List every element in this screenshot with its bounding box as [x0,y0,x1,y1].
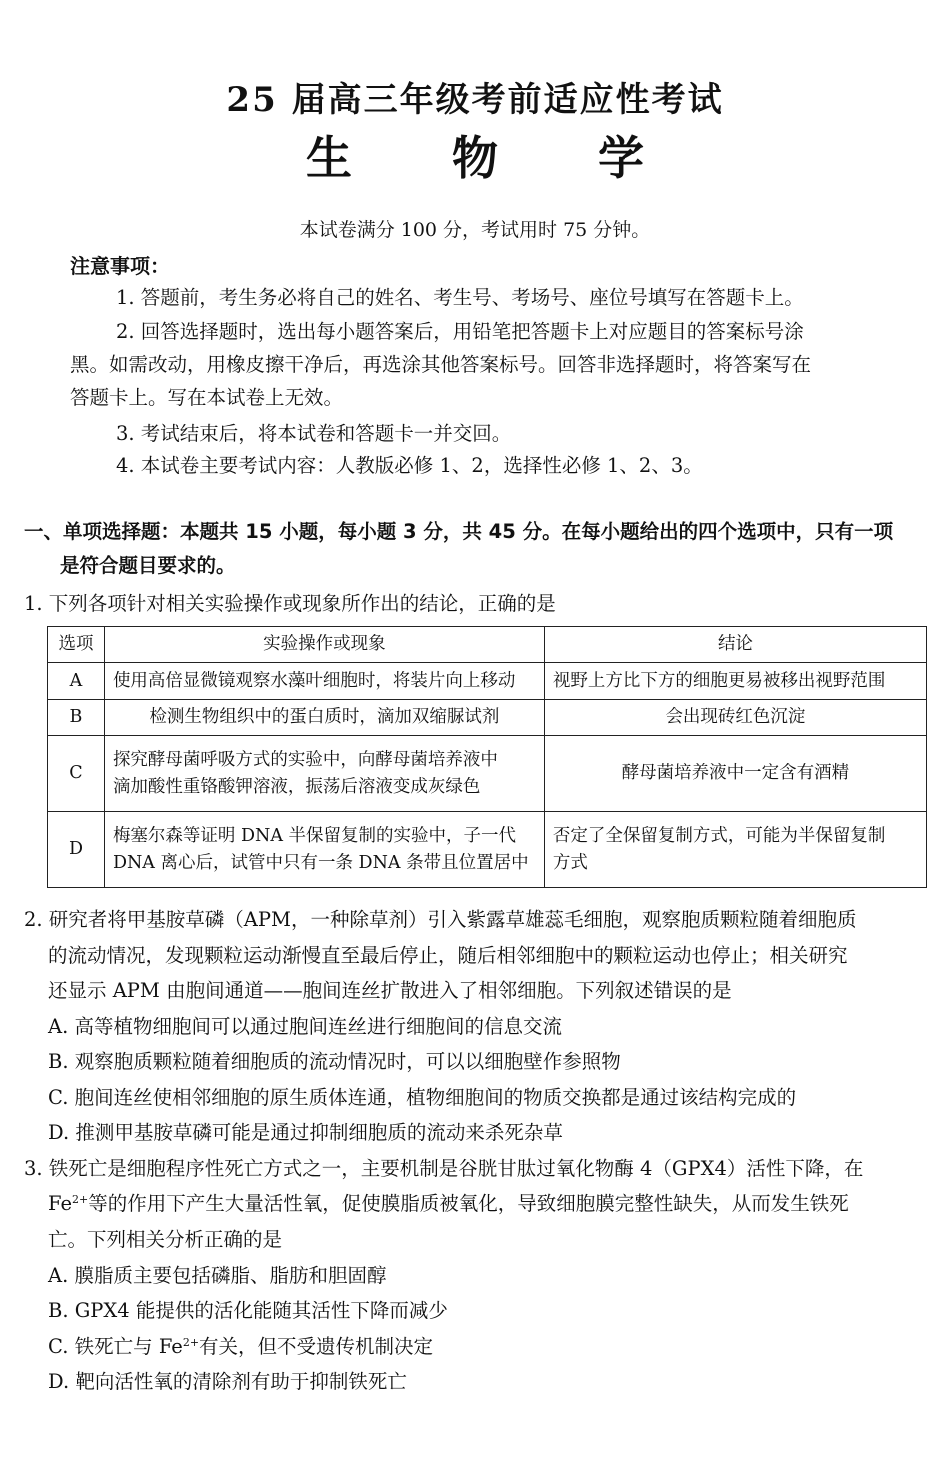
q3-option-c-text: 有关，但不受遗传机制决定 [199,1335,434,1358]
exam-title: 25 届高三年级考前适应性考试 [226,80,724,120]
q3-stem-text: 等的作用下产生大量活性氧，促使膜脂质被氧化，导致细胞膜完整性缺失，从而发生铁死 [88,1192,849,1215]
q2-stem-line: 还显示 APM 由胞间通道——胞间连丝扩散进入了相邻细胞。下列叙述错误的是 [48,979,732,1002]
q3-option-c-text: C. 铁死亡与 Fe [48,1335,183,1358]
q1-table [47,626,927,888]
q3-option-c [48,1333,433,1361]
row-conclusion-line: 方式 [552,852,588,873]
q3-option-d: D. 靶向活性氧的清除剂有助于抑制铁死亡 [48,1370,407,1393]
table-row [48,812,927,888]
notice-item-2-end: 答题卡上。写在本试卷上无效。 [70,386,344,409]
row-conclusion: 视野上方比下方的细胞更易被移出视野范围 [544,663,926,700]
row-option: A [48,663,105,700]
q3-stem-line: 亡。下列相关分析正确的是 [48,1228,283,1251]
q3-ion-charge: 2+ [72,1193,89,1206]
row-operation: 使用高倍显微镜观察水藻叶细胞时，将装片向上移动 [104,663,544,700]
notice-item-4: 4. 本试卷主要考试内容：人教版必修 1、2，选择性必修 1、2、3。 [116,454,703,477]
table-row [48,736,927,812]
table-header-row [48,627,927,663]
row-conclusion: 酵母菌培养液中一定含有酒精 [544,736,926,812]
row-operation-line: DNA 离心后，试管中只有一条 DNA 条带且位置居中 [112,852,529,873]
row-operation: 检测生物组织中的蛋白质时，滴加双缩脲试剂 [104,700,544,736]
row-option: D [48,812,105,888]
table-row [48,700,927,736]
row-operation-line: 滴加酸性重铬酸钾溶液，振荡后溶液变成灰绿色 [112,776,481,797]
header-operation: 实验操作或现象 [104,627,544,663]
notice-item-3: 3. 考试结束后，将本试卷和答题卡一并交回。 [116,422,512,445]
section-heading-cont: 是符合题目要求的。 [60,554,236,577]
q2-stem-line: 的流动情况，发现颗粒运动渐慢直至最后停止，随后相邻细胞中的颗粒运动也停止；相关研究 [48,944,848,967]
row-option: B [48,700,105,736]
exam-info: 本试卷满分 100 分，考试用时 75 分钟。 [299,219,651,241]
notice-item-2-cont: 黑。如需改动，用橡皮擦干净后，再选涂其他答案标号。回答非选择题时，将答案写在 [70,353,812,376]
row-operation-line: 梅塞尔森等证明 DNA 半保留复制的实验中，子一代 [112,825,517,846]
row-operation-line: 探究酵母菌呼吸方式的实验中，向酵母菌培养液中 [112,749,498,770]
q2-option-a: A. 高等植物细胞间可以通过胞间连丝进行细胞间的信息交流 [48,1015,562,1038]
header-conclusion: 结论 [544,627,926,663]
q3-ion-symbol: Fe [48,1192,73,1215]
row-option: C [48,736,105,812]
row-operation [104,812,544,888]
q3-stem-line: 3. 铁死亡是细胞程序性死亡方式之一，主要机制是谷胱甘肽过氧化物酶 4（GPX4）活性下降，在 [24,1157,864,1180]
row-operation [104,736,544,812]
notice-item-2: 2. 回答选择题时，选出每小题答案后，用铅笔把答题卡上对应题目的答案标号涂 [116,320,804,343]
q2-stem-line: 2. 研究者将甲基胺草磷（APM，一种除草剂）引入紫露草雄蕊毛细胞，观察胞质颗粒随着细胞质 [24,908,857,931]
q2-option-d: D. 推测甲基胺草磷可能是通过抑制细胞质的流动来杀死杂草 [48,1121,563,1144]
q3-option-b: B. GPX4 能提供的活化能随其活性下降而减少 [48,1299,448,1322]
q2-option-c: C. 胞间连丝使相邻细胞的原生质体连通，植物细胞间的物质交换都是通过该结构完成的 [48,1086,797,1109]
section-heading: 一、单项选择题：本题共 15 小题，每小题 3 分，共 45 分。在每小题给出的四个选项中，只有一项 [24,520,894,543]
table-row [48,663,927,700]
header-option: 选项 [48,627,105,663]
notice-item-1: 1. 答题前，考生务必将自己的姓名、考生号、考场号、座位号填写在答题卡上。 [116,286,804,309]
row-conclusion-line: 否定了全保留复制方式，可能为半保留复制 [552,825,886,846]
q3-stem-line [48,1190,849,1218]
row-conclusion: 会出现砖红色沉淀 [544,700,926,736]
q1-stem: 1. 下列各项针对相关实验操作或现象所作出的结论，正确的是 [24,592,556,615]
row-conclusion [544,812,926,888]
notice-heading: 注意事项： [70,254,170,278]
subject-title: 生 物 学 [305,131,687,185]
q3-ion-charge: 2+ [182,1336,200,1349]
q2-option-b: B. 观察胞质颗粒随着细胞质的流动情况时，可以以细胞壁作参照物 [48,1050,621,1073]
q3-option-a: A. 膜脂质主要包括磷脂、脂肪和胆固醇 [48,1264,387,1287]
